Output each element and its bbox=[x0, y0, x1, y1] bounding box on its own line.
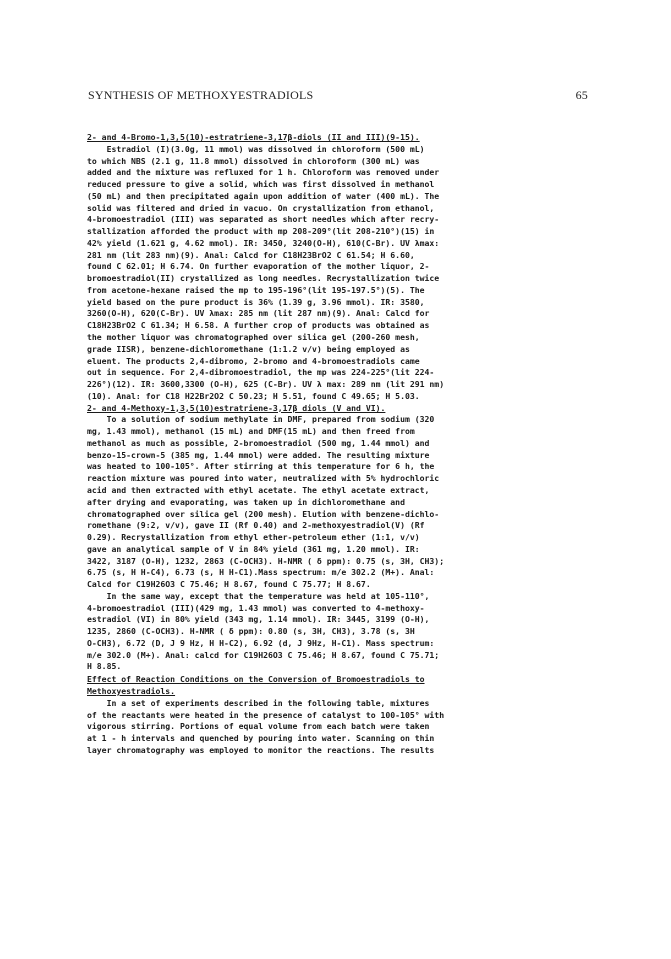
text-line: C18H23BrO2 C 61.34; H 6.58. A further crop of products was obtained as bbox=[87, 320, 430, 331]
text-line: 4-bromoestradiol (III)(429 mg, 1.43 mmol) was converted to 4-methoxy- bbox=[87, 602, 425, 613]
text-line: yield based on the pure product is 36% (1.39 g, 3.96 mmol). IR: 3580, bbox=[87, 296, 425, 307]
text-line: bromoestradiol(II) crystallized as long needles. Recrystallization twice bbox=[87, 273, 440, 284]
text-line: from acetone-hexane raised the mp to 195-196°(lit 195-197.5°)(5). The bbox=[87, 284, 425, 295]
text-line: 1235, 2860 (C-OCH3). H-NMR ( δ ppm): 0.80 (s, 3H, CH3), 3.78 (s, 3H bbox=[87, 626, 415, 637]
text-line: the mother liquor was chromatographed over silica gel (200-260 mesh, bbox=[87, 332, 420, 343]
running-head bbox=[88, 88, 588, 104]
body-text bbox=[87, 132, 593, 757]
text-line: In a set of experiments described in the following table, mixtures bbox=[87, 697, 430, 708]
text-line: found C 62.01; H 6.74. On further evaporation of the mother liquor, 2- bbox=[87, 261, 430, 272]
text-line: (10). Anal: for C18 H22Br2O2 C 50.23; H 5.51, found C 49.65; H 5.03. bbox=[87, 390, 420, 401]
text-line: to which NBS (2.1 g, 11.8 mmol) dissolved in chloroform (300 mL) was bbox=[87, 155, 420, 166]
text-line: In the same way, except that the temperature was held at 105-110°, bbox=[87, 590, 430, 601]
text-line: chromatographed over silica gel (200 mesh). Elution with benzene-dichlo- bbox=[87, 508, 440, 519]
text-line: acid and then extracted with ethyl acetate. The ethyl acetate extract, bbox=[87, 484, 430, 495]
running-title: SYNTHESIS OF METHOXYESTRADIOLS bbox=[88, 88, 314, 102]
text-line: estradiol (VI) in 80% yield (343 mg, 1.14 mmol). IR: 3445, 3199 (O-H), bbox=[87, 614, 430, 625]
text-line: O-CH3), 6.72 (D, J 9 Hz, H H-C2), 6.92 (d, J 9Hz, H-C1). Mass spectrum: bbox=[87, 637, 435, 648]
text-line: 0.29). Recrystallization from ethyl ether-petroleum ether (1:1, v/v) bbox=[87, 532, 420, 543]
section-heading: 2- and 4-Bromo-1,3,5(10)-estratriene-3,17β-diols (II and III)(9-15). bbox=[87, 132, 420, 142]
text-line: reduced pressure to give a solid, which was first dissolved in methanol bbox=[87, 179, 435, 190]
page-number: 65 bbox=[575, 88, 588, 102]
text-line: mg, 1.43 mmol), methanol (15 mL) and DMF(15 mL) and then freed from bbox=[87, 426, 415, 437]
text-line: benzo-15-crown-5 (385 mg, 1.44 mmol) were added. The resulting mixture bbox=[87, 449, 430, 460]
text-line: gave an analytical sample of V in 84% yield (361 mg, 1.20 mmol). IR: bbox=[87, 543, 420, 554]
text-line: 281 nm (lit 283 nm)(9). Anal: Calcd for C18H23BrO2 C 61.54; H 6.60, bbox=[87, 249, 415, 260]
text-line: reaction mixture was poured into water, neutralized with 5% hydrochloric bbox=[87, 473, 440, 484]
section-heading: 2- and 4-Methoxy-1,3,5(10)estratriene-3,17β diols (V and VI). bbox=[87, 402, 386, 413]
text-line: solid was filtered and dried in vacuo. On crystallization from ethanol, bbox=[87, 202, 435, 213]
text-line: grade IISR), benzene-dichloromethane (1:1.2 v/v) being employed as bbox=[87, 343, 410, 354]
text-line: of the reactants were heated in the presence of catalyst to 100-105° with bbox=[87, 709, 445, 720]
text-line: 3422, 3187 (O-H), 1232, 2863 (C-OCH3). H-NMR ( δ ppm): 0.75 (s, 3H, CH3); bbox=[87, 555, 445, 566]
text-line: 6.75 (s, H H-C4), 6.73 (s, H H-C1).Mass spectrum: m/e 302.2 (M+). Anal: bbox=[87, 567, 435, 578]
section-heading-continued: Methoxyestradiols. bbox=[87, 685, 176, 696]
text-line: added and the mixture was refluxed for 1 h. Chloroform was removed under bbox=[87, 167, 440, 178]
text-line: (50 mL) and then precipitated again upon addition of water (400 mL). The bbox=[87, 190, 440, 201]
text-line: 226°)(12). IR: 3600,3300 (O-H), 625 (C-Br). UV λ max: 289 nm (lit 291 nm) bbox=[87, 379, 445, 390]
text-line: 4-bromoestradiol (III) was separated as short needles which after recry- bbox=[87, 214, 440, 225]
text-line: at 1 - h intervals and quenched by pouring into water. Scanning on thin bbox=[87, 733, 435, 744]
text-line: methanol as much as possible, 2-bromoestradiol (500 mg, 1.44 mmol) and bbox=[87, 437, 430, 448]
text-line: after drying and evaporating, was taken up in dichloromethane and bbox=[87, 496, 405, 507]
text-line: m/e 302.0 (M+). Anal: calcd for C19H26O3 C 75.46; H 8.67, found C 75.71; bbox=[87, 649, 440, 660]
text-line: Estradiol (I)(3.0g, 11 mmol) was dissolved in chloroform (500 mL) bbox=[87, 143, 425, 154]
text-line: was heated to 100-105°. After stirring at this temperature for 6 h, the bbox=[87, 461, 435, 472]
text-line: vigorous stirring. Portions of equal volume from each batch were taken bbox=[87, 721, 430, 732]
text-line: 3260(O-H), 620(C-Br). UV λmax: 285 nm (lit 287 nm)(9). Anal: Calcd for bbox=[87, 308, 430, 319]
text-line: H 8.85. bbox=[87, 661, 122, 672]
text-line: 42% yield (1.621 g, 4.62 mmol). IR: 3450, 3240(O-H), 610(C-Br). UV λmax: bbox=[87, 237, 440, 248]
text-line: layer chromatography was employed to monitor the reactions. The results bbox=[87, 744, 435, 755]
text-line: eluent. The products 2,4-dibromo, 2-bromo and 4-bromoestradiols came bbox=[87, 355, 420, 366]
text-line: out in sequence. For 2,4-dibromoestradiol, the mp was 224-225°(lit 224- bbox=[87, 367, 435, 378]
section-heading: Effect of Reaction Conditions on the Conversion of Bromoestradiols to bbox=[87, 674, 425, 685]
text-line: To a solution of sodium methylate in DMF, prepared from sodium (320 bbox=[87, 414, 435, 425]
text-line: romethane (9:2, v/v), gave II (Rf 0.40) and 2-methoxyestradiol(V) (Rf bbox=[87, 520, 425, 531]
text-line: Calcd for C19H26O3 C 75.46; H 8.67, found C 75.77; H 8.67. bbox=[87, 579, 371, 590]
text-line: stallization afforded the product with mp 208-209°(lit 208-210°)(15) in bbox=[87, 226, 435, 237]
